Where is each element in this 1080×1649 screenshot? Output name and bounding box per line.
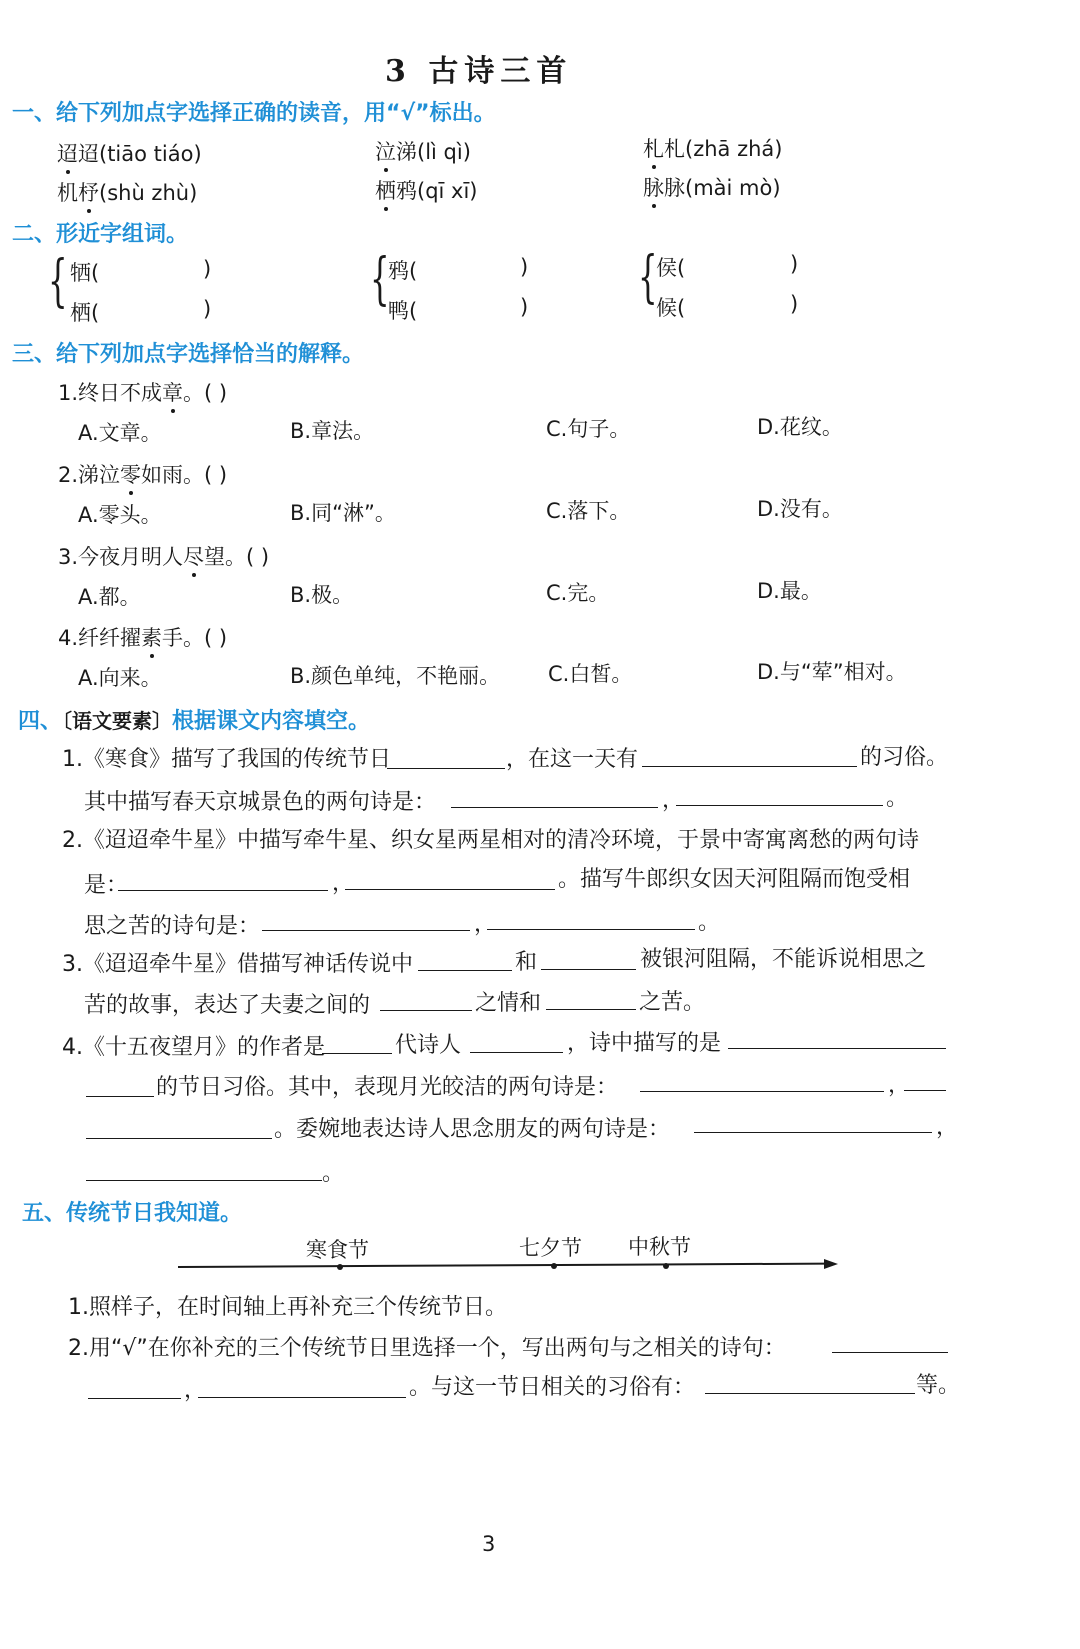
fill-text: 之情和 [475, 991, 542, 1016]
option-b[interactable]: B.极。 [290, 583, 354, 607]
fill-text: 是： [84, 873, 129, 898]
char-pair-a: 鸦( [388, 259, 418, 283]
question-text: 4.纤纤擢 [58, 626, 142, 650]
fill-text: ， [888, 1073, 911, 1098]
answer-blank[interactable] [904, 1090, 946, 1091]
fill-text: ， [184, 1378, 207, 1403]
answer-blank[interactable] [88, 1398, 181, 1399]
answer-blank[interactable] [418, 970, 512, 971]
festival-label-zhongqiu: 中秋节 [628, 1235, 691, 1259]
festival-label-qixi: 七夕节 [519, 1236, 582, 1260]
dotted-char: 札 [643, 137, 664, 161]
close-paren: ) [790, 292, 799, 316]
answer-blank[interactable] [642, 766, 857, 767]
fill-text: 代诗人 [395, 1033, 462, 1058]
close-paren: ) [790, 252, 799, 276]
fill-text: 。与这一节日相关的习俗有： [409, 1375, 696, 1400]
fill-text: ， [662, 788, 685, 813]
option-b[interactable]: B.章法。 [290, 419, 375, 443]
close-paren: ) [520, 295, 529, 319]
fill-text: 。描写牛郎织女因天河阻隔而饱受相 [558, 867, 911, 892]
answer-blank[interactable] [262, 930, 470, 931]
section-1-heading: 一、给下列加点字选择正确的读音，用“√”标出。 [12, 101, 496, 126]
fill-text: 4.《十五夜望月》的作者是 [62, 1035, 325, 1060]
question-2[interactable] [58, 459, 227, 489]
answer-blank[interactable] [387, 768, 505, 769]
fill-text: 。 [698, 910, 721, 935]
option-a[interactable]: A.零头。 [78, 503, 162, 527]
section-5-heading: 五、传统节日我知道。 [22, 1201, 243, 1226]
fill-text: 等。 [916, 1373, 961, 1398]
answer-blank[interactable] [86, 1096, 154, 1097]
answer-blank[interactable] [86, 1180, 322, 1181]
pinyin-options: 涕(lì qì) [396, 140, 471, 164]
answer-blank[interactable] [470, 1052, 563, 1053]
fill-text: ，在这一天有 [506, 747, 639, 772]
pinyin-item[interactable] [643, 133, 782, 163]
answer-blank[interactable] [640, 1091, 884, 1092]
section-5-question-1: 1.照样子，在时间轴上再补充三个传统节日。 [68, 1295, 507, 1320]
answer-blank[interactable] [86, 1138, 272, 1139]
brace-3: { [638, 245, 658, 310]
pinyin-options: 迢(tiāo tiáo) [78, 142, 202, 166]
dotted-char: 泣 [375, 140, 396, 164]
answer-blank[interactable] [322, 1053, 392, 1054]
section-title: 根据课文内容填空。 [172, 709, 371, 734]
answer-blank[interactable] [487, 929, 695, 930]
timeline-marker-zhongqiu [663, 1263, 669, 1269]
brace-1: { [48, 249, 68, 314]
question-text: 3.今夜月明人 [58, 545, 184, 569]
close-paren: ) [520, 255, 529, 279]
option-c[interactable]: C.落下。 [546, 499, 631, 523]
char-pair-b: 候( [656, 296, 686, 320]
plain-char: 机 [57, 181, 78, 205]
timeline-arrowhead-icon [824, 1259, 838, 1269]
char-pair-a: 牺( [70, 261, 100, 285]
fill-text: ， [474, 912, 497, 937]
option-c[interactable]: C.句子。 [546, 417, 631, 441]
question-text: 1.终日不成 [58, 381, 163, 405]
pinyin-item[interactable] [375, 136, 471, 166]
fill-text: 的节日习俗。其中，表现月光皎洁的两句诗是： [156, 1075, 619, 1100]
pinyin-item[interactable] [57, 138, 202, 168]
option-a[interactable]: A.文章。 [78, 421, 162, 445]
char-pair-b: 栖( [70, 301, 100, 325]
fill-text: 1.《寒食》描写了我国的传统节日 [62, 747, 391, 772]
fill-text: 。 [322, 1161, 345, 1186]
timeline-marker-hanshi [337, 1264, 343, 1270]
fill-text: 思之苦的诗句是： [84, 914, 261, 939]
dotted-char: 杼 [78, 181, 99, 205]
answer-blank[interactable] [728, 1048, 946, 1049]
answer-blank[interactable] [546, 1009, 636, 1010]
timeline-axis [178, 1263, 826, 1268]
pinyin-options: (shù zhù) [99, 181, 198, 205]
question-1[interactable] [58, 377, 227, 407]
pinyin-options: 脉(mài mò) [664, 176, 781, 200]
question-4[interactable] [58, 622, 227, 652]
option-c[interactable]: C.白皙。 [548, 662, 633, 686]
option-a[interactable]: A.都。 [78, 585, 141, 609]
fill-text: 之苦。 [639, 990, 706, 1015]
dotted-char: 素 [141, 626, 163, 650]
dotted-char: 迢 [57, 142, 78, 166]
close-paren: ) [203, 257, 212, 281]
fill-text: 3.《迢迢牵牛星》借描写神话传说中 [62, 952, 413, 977]
fill-text: 其中描写春天京城景色的两句诗是： [84, 790, 437, 815]
answer-blank[interactable] [345, 889, 555, 890]
fill-text: 和 [515, 950, 538, 975]
fill-text: 被银河阻隔，不能诉说相思之 [640, 947, 927, 972]
option-d[interactable]: D.最。 [757, 579, 822, 603]
pinyin-options: 札(zhā zhá) [664, 137, 783, 161]
answer-blank[interactable] [198, 1397, 406, 1398]
answer-blank[interactable] [380, 1010, 472, 1011]
answer-blank[interactable] [676, 805, 883, 806]
answer-blank[interactable] [694, 1132, 932, 1133]
dotted-char: 脉 [643, 176, 664, 200]
answer-paren: 望。( ) [204, 545, 270, 569]
option-d[interactable]: D.没有。 [757, 497, 843, 521]
answer-paren: 。( ) [183, 381, 228, 405]
answer-blank[interactable] [705, 1393, 915, 1394]
fill-text: ，诗中描写的是 [567, 1031, 722, 1056]
brace-2: { [370, 247, 390, 312]
page-title: 3 古诗三首 [385, 54, 573, 89]
dotted-char: 尽 [183, 545, 205, 569]
section-number: 四、 [18, 709, 63, 734]
section-2-heading: 二、形近字组词。 [12, 222, 189, 247]
question-3[interactable] [58, 541, 269, 571]
dotted-char: 章 [162, 381, 184, 405]
option-d[interactable]: D.与“荤”相对。 [757, 660, 907, 684]
fill-text: 的习俗。 [860, 745, 949, 770]
option-a[interactable]: A.向来。 [78, 666, 162, 690]
dotted-char: 零 [120, 463, 142, 487]
page-number: 3 [482, 1532, 496, 1556]
option-c[interactable]: C.完。 [546, 581, 610, 605]
option-b[interactable]: B.同“淋”。 [290, 501, 396, 525]
char-pair-b: 鸭( [388, 299, 418, 323]
answer-blank[interactable] [451, 807, 658, 808]
section-4-heading [18, 704, 370, 735]
pinyin-options: 鸦(qī xī) [396, 179, 478, 203]
option-d[interactable]: D.花纹。 [757, 415, 843, 439]
pinyin-item[interactable] [375, 175, 478, 205]
pinyin-item[interactable] [643, 172, 781, 202]
section-3-heading: 三、给下列加点字选择恰当的解释。 [12, 342, 365, 367]
section-5-question-2: 2.用“√”在你补充的三个传统节日里选择一个，写出两句与之相关的诗句： [68, 1336, 786, 1361]
fill-text: 。委婉地表达诗人思念朋友的两句诗是： [274, 1117, 671, 1142]
option-b[interactable]: B.颜色单纯，不艳丽。 [290, 664, 501, 688]
fill-text: 。 [886, 786, 909, 811]
fill-text: ， [332, 871, 355, 896]
answer-blank[interactable] [118, 890, 328, 891]
pinyin-item[interactable] [57, 177, 197, 207]
answer-blank[interactable] [541, 969, 636, 970]
close-paren: ) [203, 297, 212, 321]
timeline-marker-qixi [551, 1263, 557, 1269]
fill-text: ， [936, 1115, 959, 1140]
fill-text: 苦的故事，表达了夫妻之间的 [84, 993, 371, 1018]
dotted-char: 栖 [375, 179, 396, 203]
language-element-tag: 〔语文要素〕 [62, 709, 173, 733]
question-text: 2.涕泣 [58, 463, 121, 487]
festival-label-hanshi: 寒食节 [306, 1238, 369, 1262]
answer-paren: 手。( ) [162, 626, 228, 650]
fill-text: 2.《迢迢牵牛星》中描写牵牛星、织女星两星相对的清冷环境，于景中寄寓离愁的两句诗 [62, 828, 919, 853]
answer-paren: 如雨。( ) [141, 463, 228, 487]
answer-blank[interactable] [832, 1352, 948, 1353]
char-pair-a: 侯( [656, 256, 686, 280]
